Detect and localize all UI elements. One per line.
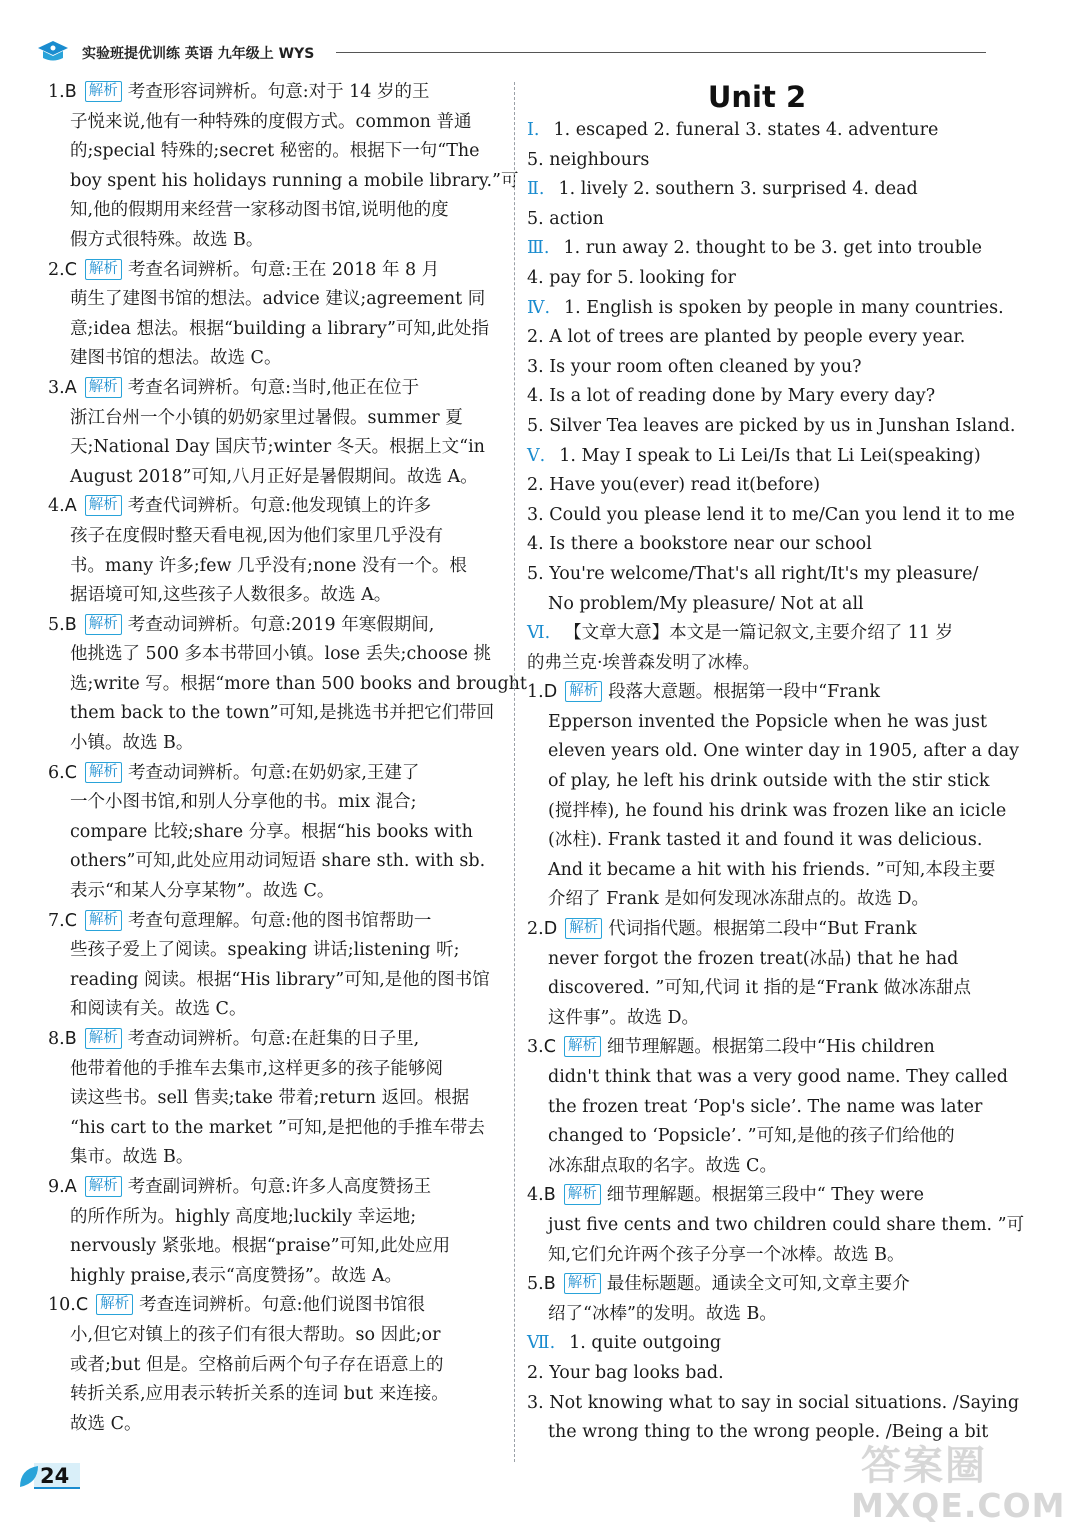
line-text: 考查连词辨析。句意:他们说图书馆很 bbox=[139, 1295, 425, 1316]
line-text: August 2018”可知,八月正好是暑假期间。故选 A。 bbox=[70, 466, 478, 487]
line-text: of play, he left his drink outside with the stir stick bbox=[548, 771, 990, 792]
line-text: compare 比较;share 分享。根据“his books with bbox=[70, 821, 473, 842]
text-line bbox=[48, 1055, 503, 1085]
line-text: 1. English is spoken by people in many countries. bbox=[564, 297, 1004, 318]
text-line bbox=[527, 1122, 987, 1152]
question-number: 3. bbox=[48, 377, 65, 398]
line-text: 细节理解题。根据第三段中“ They were bbox=[606, 1185, 925, 1206]
text-line bbox=[527, 1093, 987, 1123]
line-text: 考查动词辨析。句意:在奶奶家,王建了 bbox=[127, 762, 420, 783]
text-line bbox=[527, 412, 1016, 442]
text-line bbox=[48, 581, 503, 611]
text-line bbox=[527, 708, 987, 738]
text-line bbox=[48, 285, 503, 315]
section-line bbox=[527, 234, 987, 264]
line-text: highly praise,表示“高度赞扬”。故选 A。 bbox=[70, 1265, 402, 1286]
line-text: 1. quite outgoing bbox=[569, 1333, 722, 1354]
text-line bbox=[527, 264, 987, 294]
line-text: 读这些书。sell 售卖;take 带着;return 返回。根据 bbox=[70, 1088, 470, 1109]
line-text: 考查形容词辨析。句意:对于 14 岁的王 bbox=[127, 82, 430, 102]
text-line bbox=[527, 1300, 987, 1330]
line-text: 书。many 许多;few 几乎没有;none 没有一个。根 bbox=[70, 555, 467, 576]
page-number: 24 bbox=[40, 1464, 70, 1488]
text-line bbox=[48, 818, 503, 848]
question-number: 4. bbox=[527, 1185, 544, 1206]
analysis-tag: 解析 bbox=[565, 681, 602, 702]
right-column bbox=[527, 78, 1025, 1448]
analysis-tag: 解析 bbox=[85, 1028, 122, 1049]
column-divider bbox=[514, 82, 515, 1462]
text-line bbox=[527, 649, 987, 679]
line-text: 一个小图书馆,和别人分享他的书。mix 混合; bbox=[70, 792, 417, 813]
line-text: didn't think that was a very good name. They called bbox=[548, 1067, 1008, 1087]
line-text: 1. run away 2. thought to be 3. get into trouble bbox=[563, 238, 982, 259]
answer-letter: C bbox=[64, 762, 77, 783]
question-number: 6. bbox=[48, 762, 65, 783]
line-text: 他带着他的手推车去集市,这样更多的孩子能够阅 bbox=[70, 1058, 444, 1079]
line-text: And it became a hit with his friends. ”可知,本段主要 bbox=[548, 859, 996, 880]
line-text: 小,但它对镇上的孩子们有很大帮助。so 因此;or bbox=[70, 1324, 441, 1345]
line-text: 考查动词辨析。句意:2019 年寒假期间, bbox=[127, 614, 435, 635]
question-number: 2. bbox=[48, 259, 65, 280]
text-line bbox=[527, 382, 987, 412]
line-text: 考查名词辨析。句意:王在 2018 年 8 月 bbox=[127, 259, 440, 280]
analysis-tag: 解析 bbox=[85, 259, 122, 280]
answer-letter: A bbox=[64, 1176, 77, 1197]
line-text: 的弗兰克·埃普森发明了冰棒。 bbox=[527, 652, 761, 673]
analysis-tag: 解析 bbox=[564, 1036, 601, 1057]
line-text: never forgot the frozen treat(冰品) that he had bbox=[548, 948, 959, 969]
answer-letter: B bbox=[543, 1185, 556, 1206]
watermark-bottom: MXQE.COM bbox=[851, 1486, 1066, 1525]
section-line bbox=[527, 175, 987, 205]
text-line bbox=[48, 196, 503, 226]
answer-letter: A bbox=[64, 496, 77, 517]
question-number: 1. bbox=[48, 82, 65, 102]
analysis-tag: 解析 bbox=[564, 1184, 601, 1205]
text-line bbox=[527, 471, 987, 501]
leaf-icon bbox=[18, 1463, 42, 1489]
analysis-tag: 解析 bbox=[564, 1273, 601, 1294]
analysis-tag: 解析 bbox=[85, 1176, 122, 1197]
line-text: 考查动词辨析。句意:在赶集的日子里, bbox=[127, 1029, 420, 1049]
text-line bbox=[48, 137, 503, 167]
question-line bbox=[48, 1173, 503, 1203]
line-text: 最佳标题题。通读全文可知,文章主要介 bbox=[606, 1274, 910, 1295]
text-line bbox=[527, 856, 996, 886]
page-number-badge bbox=[18, 1463, 82, 1491]
answer-letter: B bbox=[64, 82, 77, 102]
left-column bbox=[48, 78, 527, 1439]
question-line bbox=[48, 1291, 503, 1321]
text-line bbox=[48, 344, 503, 374]
line-text: 1. lively 2. southern 3. surprised 4. dead bbox=[558, 179, 918, 200]
text-line bbox=[527, 945, 987, 975]
line-text: them back to the town”可知,是挑选书并把它们带回 bbox=[70, 703, 495, 724]
text-line bbox=[527, 737, 1020, 767]
line-text: 【文章大意】本文是一篇记叙文,主要介绍了 11 岁 bbox=[564, 623, 954, 644]
line-text: 和阅读有关。故选 C。 bbox=[70, 999, 247, 1020]
question-number: 9. bbox=[48, 1176, 65, 1197]
header-title: 实验班提优训练 英语 九年级上 WYS bbox=[82, 46, 315, 62]
question-number: 8. bbox=[48, 1029, 65, 1049]
analysis-tag: 解析 bbox=[85, 910, 122, 931]
line-text: 3. Could you please lend it to me/Can you lend it to me bbox=[527, 504, 1015, 525]
text-line bbox=[527, 1241, 987, 1271]
line-text: 子悦来说,他有一种特殊的度假方式。common 普通 bbox=[70, 111, 472, 132]
line-text: 选;write 写。根据“more than 500 books and brought bbox=[70, 673, 527, 694]
text-line bbox=[48, 404, 503, 434]
text-line bbox=[48, 966, 503, 996]
line-text: “his cart to the market ”可知,是把他的手推车带去 bbox=[70, 1117, 485, 1138]
analysis-tag: 解析 bbox=[85, 762, 122, 783]
text-line bbox=[48, 1203, 503, 1233]
line-text: (冰柱). Frank tasted it and found it was delicious. bbox=[548, 830, 983, 851]
line-text: 考查句意理解。句意:他的图书馆帮助一 bbox=[127, 910, 432, 931]
line-text: 2. Your bag looks bad. bbox=[527, 1362, 724, 1383]
line-text: 3. Is your room often cleaned by you? bbox=[527, 356, 862, 377]
line-text: 5. You're welcome/That's all right/It's my pleasure/ bbox=[527, 563, 979, 584]
line-text: 2. Have you(ever) read it(before) bbox=[527, 475, 821, 496]
line-text: 表示“和某人分享某物”。故选 C。 bbox=[70, 881, 335, 902]
text-line bbox=[527, 885, 987, 915]
text-line bbox=[527, 767, 990, 797]
text-line bbox=[527, 590, 987, 620]
line-text: 3. Not knowing what to say in social situations. /Saying bbox=[527, 1392, 1020, 1413]
question-line bbox=[48, 759, 503, 789]
line-text: boy spent his holidays running a mobile library.”可 bbox=[70, 170, 519, 191]
line-text: 冰冻甜点取的名字。故选 C。 bbox=[548, 1155, 777, 1176]
question-line bbox=[527, 915, 987, 945]
text-line bbox=[48, 729, 503, 759]
text-line bbox=[48, 1321, 503, 1351]
line-text: 据语境可知,这些孩子人数很多。故选 A。 bbox=[70, 585, 392, 606]
text-line bbox=[48, 995, 503, 1025]
analysis-tag: 解析 bbox=[85, 495, 122, 516]
question-line bbox=[48, 907, 503, 937]
unit-title: Unit 2 bbox=[707, 80, 807, 114]
section-numeral: Ⅳ. bbox=[527, 297, 551, 318]
line-text: 2. A lot of trees are planted by people every year. bbox=[527, 327, 966, 348]
text-line bbox=[48, 670, 527, 700]
text-line bbox=[48, 226, 503, 256]
section-line bbox=[527, 442, 987, 472]
book-logo-icon bbox=[36, 38, 70, 64]
text-line bbox=[527, 826, 987, 856]
question-line bbox=[48, 492, 503, 522]
answer-letter: B bbox=[64, 1029, 77, 1049]
line-text: 考查名词辨析。句意:当时,他正在位于 bbox=[127, 377, 420, 398]
question-number: 2. bbox=[527, 919, 544, 940]
answer-letter: D bbox=[543, 919, 558, 940]
text-line bbox=[527, 530, 987, 560]
text-line bbox=[527, 560, 987, 590]
line-text: 些孩子爱上了阅读。speaking 讲话;listening 听; bbox=[70, 940, 460, 961]
answer-letter: C bbox=[75, 1295, 89, 1316]
text-line bbox=[48, 552, 503, 582]
line-text: 孩子在度假时整天看电视,因为他们家里几乎没有 bbox=[70, 525, 444, 546]
text-line bbox=[48, 640, 503, 670]
text-line bbox=[527, 205, 987, 235]
section-numeral: Ⅰ. bbox=[527, 120, 540, 140]
question-line bbox=[527, 1181, 987, 1211]
line-text: nervously 紧张地。根据“praise”可知,此处应用 bbox=[70, 1236, 451, 1257]
text-line bbox=[48, 936, 503, 966]
text-line bbox=[527, 797, 1007, 827]
page-header bbox=[36, 38, 986, 66]
text-line bbox=[48, 1262, 503, 1292]
question-number: 4. bbox=[48, 496, 65, 517]
text-line bbox=[527, 1211, 1025, 1241]
watermark-top: 答案圈 bbox=[861, 1443, 987, 1489]
text-line bbox=[48, 1232, 503, 1262]
line-text: 浙江台州一个小镇的奶奶家里过暑假。summer 夏 bbox=[70, 407, 463, 428]
section-numeral: Ⅵ. bbox=[527, 623, 551, 644]
text-line bbox=[48, 1410, 503, 1440]
line-text: 5. neighbours bbox=[527, 149, 650, 170]
analysis-tag: 解析 bbox=[96, 1294, 133, 1315]
line-text: No problem/My pleasure/ Not at all bbox=[548, 593, 864, 614]
question-line bbox=[527, 1270, 987, 1300]
text-line bbox=[527, 353, 987, 383]
line-text: 意;idea 想法。根据“building a library”可知,此处指 bbox=[70, 318, 489, 339]
text-line bbox=[527, 323, 987, 353]
section-numeral: Ⅶ. bbox=[527, 1333, 556, 1354]
text-line bbox=[48, 433, 503, 463]
line-text: 5. action bbox=[527, 208, 604, 229]
question-number: 5. bbox=[48, 614, 65, 635]
line-text: 介绍了 Frank 是如何发现冰冻甜点的。故选 D。 bbox=[548, 889, 930, 910]
line-text: 段落大意题。根据第一段中“Frank bbox=[608, 682, 880, 703]
text-line bbox=[48, 1380, 503, 1410]
answer-letter: C bbox=[543, 1037, 556, 1058]
line-text: 萌生了建图书馆的想法。advice 建议;agreement 同 bbox=[70, 289, 486, 310]
text-line bbox=[527, 1389, 1020, 1419]
section-numeral: Ⅲ. bbox=[527, 238, 550, 259]
question-line bbox=[48, 1025, 503, 1055]
text-line bbox=[527, 146, 987, 176]
answer-letter: B bbox=[543, 1274, 556, 1295]
line-text: eleven years old. One winter day in 1905, after a day bbox=[548, 741, 1020, 762]
line-text: 4. Is a lot of reading done by Mary every day? bbox=[527, 386, 936, 407]
text-line bbox=[527, 1063, 1008, 1093]
line-text: 转折关系,应用表示转折关系的连词 but 来连接。 bbox=[70, 1384, 449, 1405]
text-line bbox=[48, 877, 503, 907]
text-line bbox=[48, 847, 503, 877]
line-text: 考查副词辨析。句意:许多人高度赞扬王 bbox=[127, 1176, 432, 1197]
line-text: discovered. ”可知,代词 it 指的是“Frank 做冰冻甜点 bbox=[548, 978, 971, 999]
text-line bbox=[527, 1004, 987, 1034]
answer-letter: C bbox=[64, 259, 77, 280]
line-text: 4. pay for 5. looking for bbox=[527, 267, 736, 288]
analysis-tag: 解析 bbox=[85, 614, 122, 635]
header-rule bbox=[336, 52, 986, 53]
text-line bbox=[48, 108, 503, 138]
text-line bbox=[48, 699, 503, 729]
analysis-tag: 解析 bbox=[85, 81, 122, 102]
text-line bbox=[48, 788, 503, 818]
line-text: (搅拌棒), he found his drink was frozen like an icicle bbox=[548, 800, 1007, 821]
line-text: 代词指代题。根据第二段中“But Frank bbox=[608, 919, 917, 940]
line-text: 5. Silver Tea leaves are picked by us in Junshan Island. bbox=[527, 415, 1016, 436]
section-line bbox=[527, 619, 987, 649]
question-line bbox=[48, 611, 503, 641]
text-line bbox=[527, 1152, 987, 1182]
question-line bbox=[527, 678, 987, 708]
question-number: 10. bbox=[48, 1295, 76, 1316]
question-line bbox=[48, 78, 503, 108]
section-numeral: Ⅴ. bbox=[527, 445, 546, 466]
line-text: 知,它们允许两个孩子分享一个冰棒。故选 B。 bbox=[548, 1244, 905, 1265]
line-text: 天;National Day 国庆节;winter 冬天。根据上文“in bbox=[70, 437, 485, 458]
text-line bbox=[48, 1143, 503, 1173]
question-number: 5. bbox=[527, 1274, 544, 1295]
line-text: 绍了“冰棒”的发明。故选 B。 bbox=[548, 1303, 777, 1324]
line-text: 的;special 特殊的;secret 秘密的。根据下一句“The bbox=[70, 141, 480, 162]
analysis-tag: 解析 bbox=[565, 918, 602, 939]
text-line bbox=[48, 167, 519, 197]
line-text: 小镇。故选 B。 bbox=[70, 733, 194, 754]
line-text: reading 阅读。根据“His library”可知,是他的图书馆 bbox=[70, 969, 490, 990]
text-line bbox=[48, 1114, 503, 1144]
section-numeral: Ⅱ. bbox=[527, 179, 545, 200]
line-text: 细节理解题。根据第二段中“His children bbox=[606, 1037, 935, 1058]
line-text: the frozen treat ‘Pop's sicle’. The name was later bbox=[548, 1096, 983, 1117]
line-text: others”可知,此处应用动词短语 share sth. with sb. bbox=[70, 851, 486, 872]
text-line bbox=[48, 315, 503, 345]
question-number: 7. bbox=[48, 910, 65, 931]
line-text: 4. Is there a bookstore near our school bbox=[527, 534, 872, 555]
line-text: 他挑选了 500 多本书带回小镇。lose 丢失;choose 挑 bbox=[70, 644, 491, 665]
analysis-tag: 解析 bbox=[85, 377, 122, 398]
question-number: 1. bbox=[527, 682, 544, 703]
line-text: 1. escaped 2. funeral 3. states 4. adventure bbox=[553, 120, 939, 140]
answer-letter: A bbox=[64, 377, 77, 398]
text-line bbox=[527, 974, 987, 1004]
line-text: 这件事”。故选 D。 bbox=[548, 1007, 700, 1028]
text-line bbox=[48, 522, 503, 552]
answer-letter: C bbox=[64, 910, 77, 931]
line-text: the wrong thing to the wrong people. /Being a bit bbox=[548, 1422, 989, 1443]
line-text: 集市。故选 B。 bbox=[70, 1147, 194, 1168]
text-line bbox=[48, 1351, 503, 1381]
text-line bbox=[527, 1359, 987, 1389]
line-text: 假方式很特殊。故选 B。 bbox=[70, 229, 264, 250]
text-line bbox=[48, 1084, 503, 1114]
line-text: 建图书馆的想法。故选 C。 bbox=[70, 348, 282, 369]
line-text: 故选 C。 bbox=[70, 1413, 142, 1434]
answer-letter: D bbox=[543, 682, 558, 703]
line-text: Epperson invented the Popsicle when he was just bbox=[548, 711, 988, 732]
question-line bbox=[527, 1033, 987, 1063]
text-line bbox=[48, 463, 503, 493]
line-text: 或者;but 但是。空格前后两个句子存在语意上的 bbox=[70, 1354, 444, 1375]
line-text: 的所作所为。highly 高度地;luckily 幸运地; bbox=[70, 1206, 417, 1227]
line-text: changed to ‘Popsicle’. ”可知,是他的孩子们给他的 bbox=[548, 1126, 955, 1147]
line-text: just five cents and two children could share them. ”可 bbox=[548, 1214, 1025, 1235]
question-line bbox=[48, 374, 503, 404]
watermark bbox=[845, 1432, 1066, 1528]
text-line bbox=[527, 501, 1015, 531]
section-line bbox=[527, 116, 987, 146]
answer-letter: B bbox=[64, 614, 77, 635]
section-line bbox=[527, 1329, 987, 1359]
line-text: 考查代词辨析。句意:他发现镇上的许多 bbox=[127, 496, 432, 517]
question-number: 3. bbox=[527, 1037, 544, 1058]
question-line bbox=[48, 256, 503, 286]
section-line bbox=[527, 294, 1004, 324]
line-text: 1. May I speak to Li Lei/Is that Li Lei(speaking) bbox=[559, 445, 981, 466]
line-text: 知,他的假期用来经营一家移动图书馆,说明他的度 bbox=[70, 200, 449, 221]
